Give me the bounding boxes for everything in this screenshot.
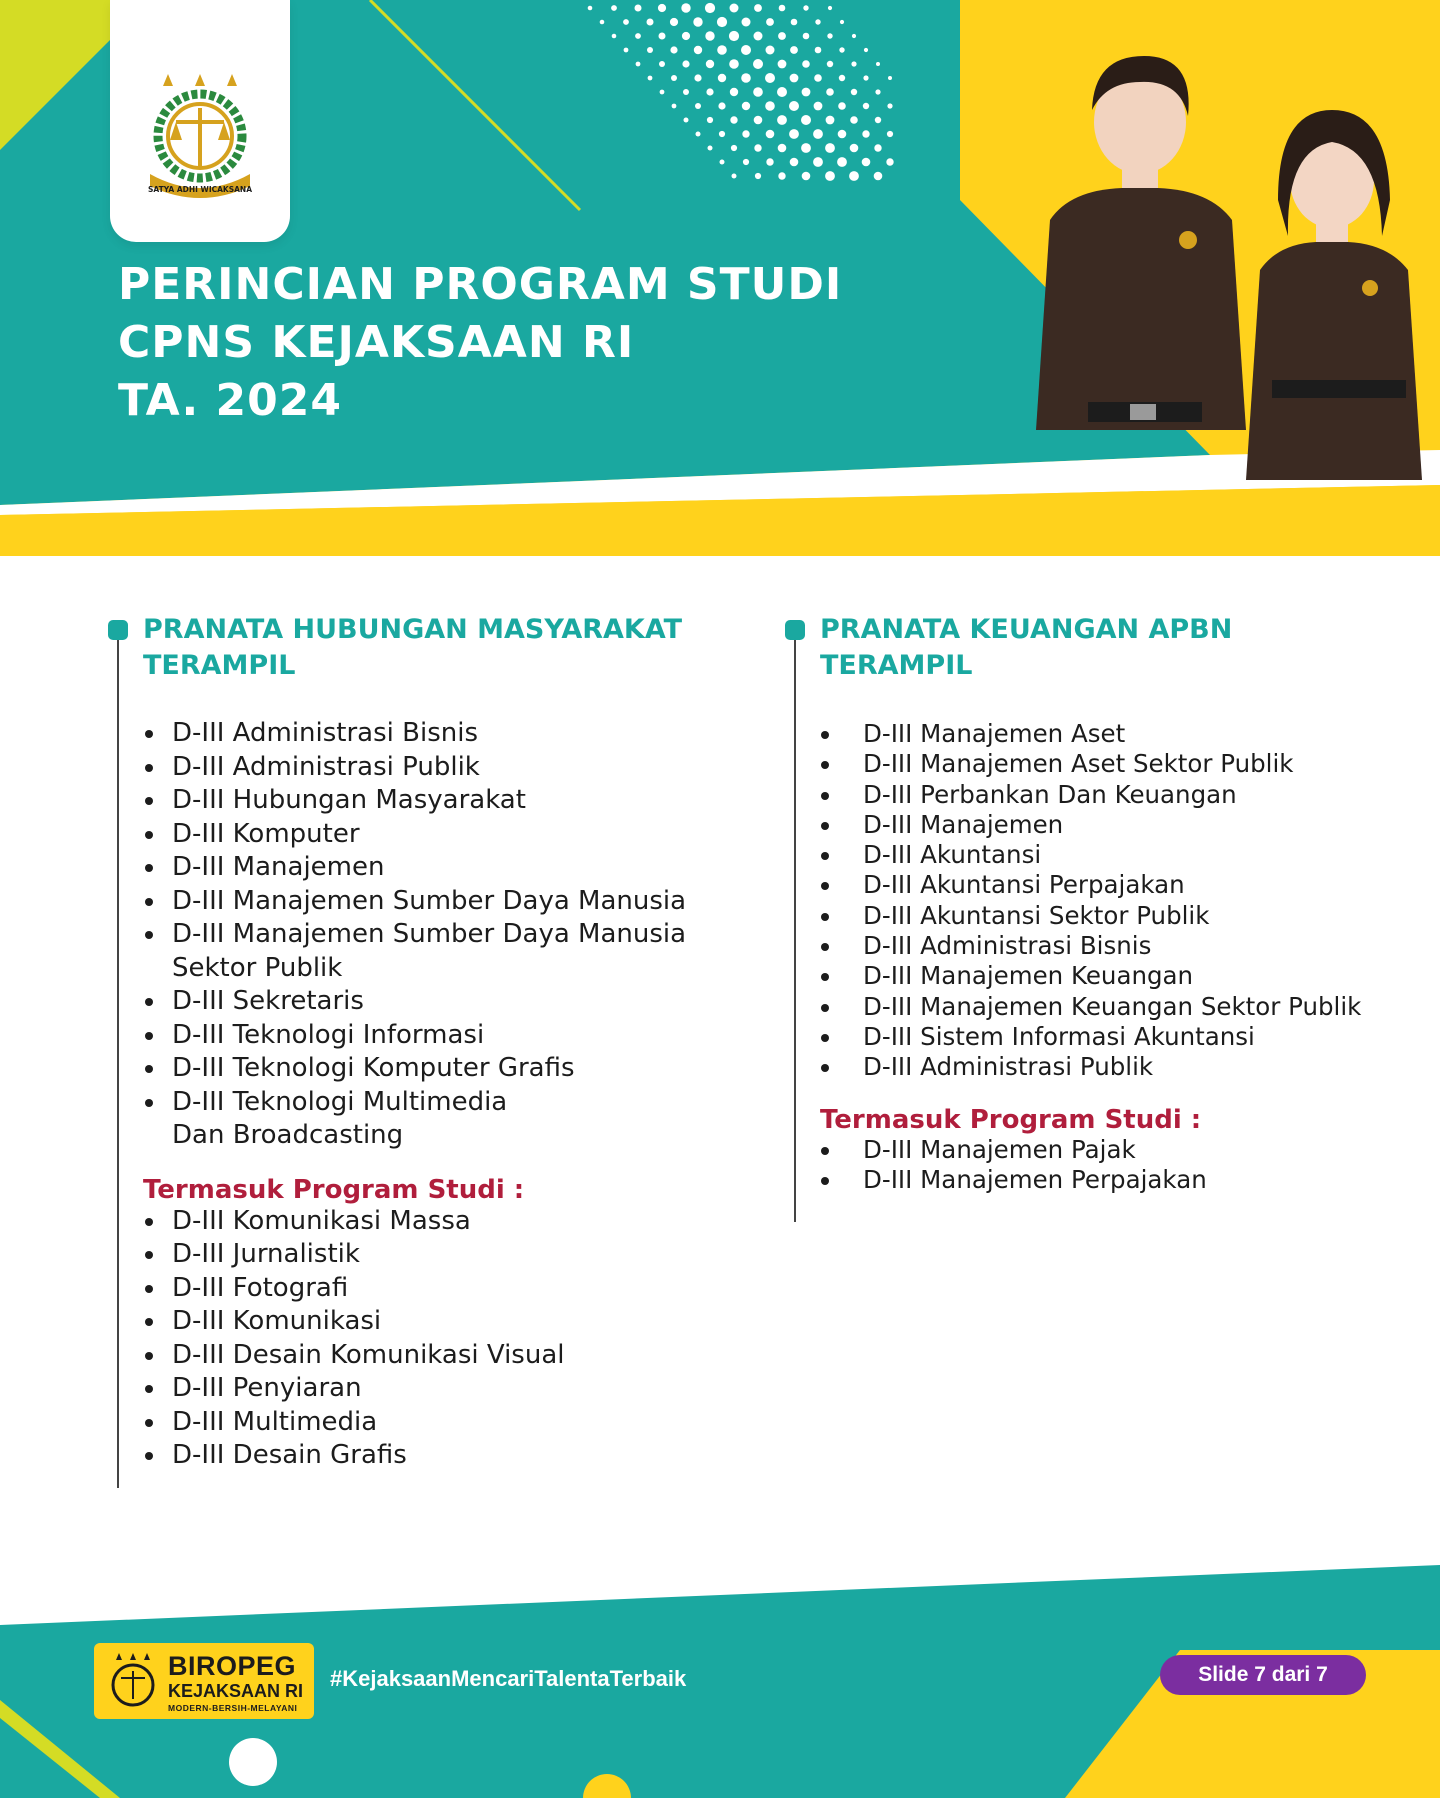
list-item: D-III Sekretaris (108, 985, 748, 1019)
halftone-dot (670, 46, 677, 53)
list-item: D-III Penyiaran (108, 1372, 748, 1406)
halftone-dot (706, 60, 714, 68)
halftone-dot (837, 157, 847, 167)
page-title (118, 256, 842, 430)
campaign-hashtag: #KejaksaanMencariTalentaTerbaik (330, 1666, 687, 1691)
halftone-dot (862, 130, 869, 137)
halftone-dot (718, 74, 726, 82)
list-item: D-III Manajemen Keuangan Sektor Publik (785, 992, 1405, 1022)
halftone-dot (789, 101, 799, 111)
halftone-dot (801, 143, 811, 153)
badge-subtitle: KEJAKSAAN RI (168, 1681, 304, 1701)
halftone-dot (754, 4, 762, 12)
halftone-dot (803, 5, 808, 10)
list-item: D-III Manajemen Aset (785, 719, 1405, 749)
halftone-dot (826, 116, 835, 125)
list-item: D-III Administrasi Publik (108, 751, 748, 785)
halftone-dot (815, 19, 820, 24)
halftone-dot (611, 5, 617, 11)
halftone-dot (874, 144, 881, 151)
halftone-dot (766, 18, 774, 26)
officers-illustration (1010, 30, 1440, 480)
list-item: D-III Komunikasi (108, 1305, 748, 1339)
halftone-dot (671, 75, 677, 81)
halftone-dot (814, 74, 822, 82)
halftone-dot (719, 131, 725, 137)
halftone-dot (588, 6, 593, 11)
halftone-dot (754, 32, 763, 41)
list-item: D-III Perbankan Dan Keuangan (785, 780, 1405, 810)
title-line-2: CPNS KEJAKSAAN RI (118, 317, 635, 368)
halftone-dot (766, 158, 773, 165)
halftone-dot (683, 89, 689, 95)
halftone-dot (732, 174, 737, 179)
list-item: D-III Manajemen Keuangan (785, 961, 1405, 991)
halftone-dot (766, 130, 775, 139)
list-item: D-III Akuntansi Sektor Publik (785, 901, 1405, 931)
list-item: D-III Teknologi Multimedia Dan Broadcasting (108, 1086, 748, 1153)
halftone-dot (672, 104, 677, 109)
halftone-dot (813, 129, 823, 139)
halftone-dot (658, 4, 666, 12)
halftone-dot (765, 101, 775, 111)
biropeg-badge (94, 1643, 314, 1719)
list-item: D-III Administrasi Bisnis (108, 717, 748, 751)
left-column (108, 612, 748, 1473)
list-item: D-III Komunikasi Massa (108, 1205, 748, 1239)
halftone-dot (779, 5, 786, 12)
right-program-list (785, 719, 1405, 1083)
halftone-dot (838, 130, 847, 139)
halftone-dot (647, 19, 654, 26)
halftone-dot (815, 47, 822, 54)
list-item: D-III Manajemen Perpajakan (785, 1165, 1405, 1195)
left-column-bullet-marker (108, 620, 128, 640)
list-item: D-III Manajemen Pajak (785, 1135, 1405, 1165)
halftone-dot (659, 61, 665, 67)
title-line-1: PERINCIAN PROGRAM STUDI (118, 259, 843, 310)
kejaksaan-emblem-icon (136, 70, 264, 206)
right-column-bullet-marker (785, 620, 805, 640)
halftone-dot (600, 20, 605, 25)
right-included-title: Termasuk Program Studi : (820, 1104, 1202, 1135)
list-item: D-III Teknologi Komputer Grafis (108, 1052, 748, 1086)
halftone-dot (790, 158, 799, 167)
halftone-dot (635, 33, 641, 39)
badge-tagline: MODERN-BERSIH-MELAYANI (168, 1703, 298, 1713)
list-item: D-III Administrasi Bisnis (785, 931, 1405, 961)
list-item: D-III Hubungan Masyarakat (108, 784, 748, 818)
halftone-dot (706, 88, 713, 95)
halftone-dot (755, 173, 761, 179)
halftone-dot (851, 89, 857, 95)
halftone-dot (839, 75, 845, 81)
halftone-dot (863, 75, 868, 80)
halftone-dot (849, 171, 859, 181)
halftone-dot (717, 17, 727, 27)
halftone-dot (731, 145, 737, 151)
left-program-list (108, 717, 748, 1153)
list-item: D-III Manajemen Sumber Daya Manusia Sektor Publik (108, 918, 748, 985)
halftone-dot (803, 33, 810, 40)
halftone-dot (684, 118, 689, 123)
halftone-dot (682, 60, 689, 67)
halftone-dot (851, 61, 856, 66)
halftone-dot (705, 31, 714, 40)
halftone-dot (777, 87, 787, 97)
halftone-dot (730, 116, 737, 123)
halftone-dot (778, 32, 786, 40)
halftone-dot (753, 59, 763, 69)
halftone-dot (660, 90, 665, 95)
halftone-dot (624, 48, 629, 53)
halftone-dot (741, 45, 751, 55)
halftone-dot (886, 158, 893, 165)
halftone-dot (720, 160, 725, 165)
halftone-dot (648, 76, 653, 81)
slide-indicator: Slide 7 dari 7 (1160, 1655, 1366, 1695)
halftone-dot (729, 59, 739, 69)
list-item: D-III Jurnalistik (108, 1238, 748, 1272)
halftone-dot (636, 62, 641, 67)
list-item: D-III Fotografi (108, 1272, 748, 1306)
halftone-dot (766, 46, 775, 55)
list-item: D-III Sistem Informasi Akuntansi (785, 1022, 1405, 1052)
halftone-dot (839, 47, 844, 52)
halftone-dot (826, 88, 834, 96)
halftone-dot (742, 102, 750, 110)
halftone-dot (801, 115, 811, 125)
halftone-dot (875, 89, 880, 94)
left-included-list (108, 1205, 748, 1473)
halftone-dot (863, 103, 869, 109)
halftone-dot (718, 102, 725, 109)
halftone-dot (612, 34, 617, 39)
halftone-dot (742, 130, 749, 137)
list-item: D-III Teknologi Informasi (108, 1019, 748, 1053)
halftone-dot (850, 144, 859, 153)
list-item: D-III Manajemen (785, 810, 1405, 840)
halftone-dot (670, 18, 678, 26)
halftone-dot (708, 146, 713, 151)
halftone-dot (778, 172, 785, 179)
emblem-tab (110, 0, 290, 242)
halftone-dot (705, 3, 715, 13)
halftone-dot (813, 157, 823, 167)
halftone-dot (681, 3, 690, 12)
halftone-dot (802, 60, 810, 68)
halftone-dot (647, 47, 653, 53)
halftone-dot (876, 62, 880, 66)
right-column-title: PRANATA KEUANGAN APBN TERAMPIL (820, 614, 1233, 681)
list-item: D-III Desain Grafis (108, 1439, 748, 1473)
badge-title: BIROPEG (168, 1651, 297, 1681)
halftone-dot (694, 74, 701, 81)
halftone-dot (765, 73, 775, 83)
list-item: D-III Multimedia (108, 1406, 748, 1440)
halftone-dot (694, 46, 702, 54)
halftone-dot (635, 5, 642, 12)
list-item: D-III Manajemen Sumber Daya Manusia (108, 885, 748, 919)
halftone-dot (659, 33, 666, 40)
halftone-dot (729, 31, 739, 41)
halftone-dot (825, 171, 835, 181)
halftone-dot (790, 74, 799, 83)
halftone-dot (753, 87, 763, 97)
halftone-dot (790, 46, 798, 54)
left-included-title: Termasuk Program Studi : (143, 1174, 525, 1205)
halftone-dot (730, 4, 739, 13)
list-item: D-III Desain Komunikasi Visual (108, 1339, 748, 1373)
list-item: D-III Manajemen (108, 851, 748, 885)
list-item: D-III Komputer (108, 818, 748, 852)
halftone-dot (777, 115, 787, 125)
halftone-dot (707, 117, 713, 123)
halftone-dot (741, 73, 751, 83)
halftone-dot (623, 19, 629, 25)
halftone-dot (862, 158, 871, 167)
halftone-dot (887, 103, 892, 108)
halftone-dot (838, 102, 846, 110)
halftone-dot (814, 102, 823, 111)
halftone-dot (742, 18, 751, 27)
halftone-dot (789, 129, 799, 139)
halftone-dot (874, 172, 883, 181)
halftone-dot (888, 76, 892, 80)
halftone-dot (887, 131, 893, 137)
halftone-dot (864, 48, 868, 52)
halftone-dot (754, 144, 761, 151)
halftone-dot (802, 88, 811, 97)
halftone-dot (852, 34, 856, 38)
halftone-dot (730, 88, 738, 96)
right-column (785, 612, 1405, 1195)
list-item: D-III Akuntansi (785, 840, 1405, 870)
halftone-dot (827, 33, 832, 38)
halftone-dot (695, 103, 701, 109)
halftone-dot (791, 19, 798, 26)
halftone-dot (693, 17, 702, 26)
left-column-title: PRANATA HUBUNGAN MASYARAKAT TERAMPIL (143, 614, 683, 681)
emblem-motto: SATYA ADHI WICAKSANA (147, 185, 253, 194)
halftone-dot (682, 32, 690, 40)
halftone-dot (754, 116, 763, 125)
halftone-dot (840, 20, 844, 24)
halftone-dot (850, 116, 858, 124)
halftone-dot (717, 45, 727, 55)
list-item: D-III Akuntansi Perpajakan (785, 870, 1405, 900)
halftone-dot (696, 132, 701, 137)
right-included-list (785, 1135, 1405, 1196)
title-line-3: TA. 2024 (118, 375, 342, 426)
halftone-dot (778, 144, 787, 153)
kejaksaan-emblem-icon (104, 1651, 162, 1711)
list-item: D-III Manajemen Aset Sektor Publik (785, 749, 1405, 779)
halftone-dot (875, 117, 881, 123)
halftone-dot (802, 172, 811, 181)
halftone-dot (778, 60, 787, 69)
list-item: D-III Administrasi Publik (785, 1052, 1405, 1082)
halftone-dot (828, 6, 832, 10)
halftone-dot (825, 143, 835, 153)
halftone-dot (743, 159, 749, 165)
halftone-dot (827, 61, 833, 67)
